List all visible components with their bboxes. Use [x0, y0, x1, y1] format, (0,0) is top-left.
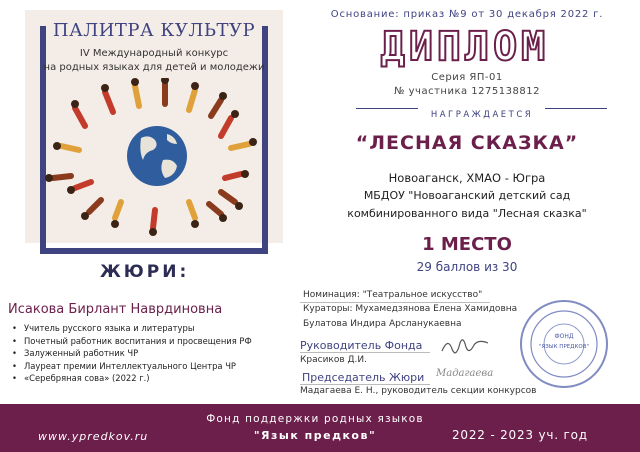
list-item: • Почетный работник воспитания и просвещения РФ	[12, 335, 252, 348]
jury-member-name: Исакова Бирлант Наврдиновна	[8, 302, 223, 317]
curators-line1: Кураторы: Мухамедзянова Елена Хамидовна	[303, 304, 518, 314]
list-item: • Лауреат премии Интеллектуального Центра ЧР	[12, 360, 252, 373]
fund-name-line1: Фонд поддержки родных языков	[206, 413, 424, 425]
signature-line	[300, 302, 490, 303]
award-place: 1 МЕСТО	[422, 234, 512, 255]
website-link[interactable]: www.ypredkov.ru	[38, 430, 149, 443]
jury-chair-signature: Мадагаева	[436, 368, 494, 379]
poster-subtitle-line1: IV Международный конкурс	[79, 48, 229, 59]
jury-chair-name: Мадагаева Е. Н., руководитель секции конкурсов	[300, 386, 537, 396]
fund-stamp-seal	[518, 298, 610, 390]
svg-text:"ЯЗЫК ПРЕДКОВ": "ЯЗЫК ПРЕДКОВ"	[538, 344, 590, 350]
poster-title: ПАЛИТРА КУЛЬТУР	[52, 20, 256, 41]
fund-name-line2: "Язык предков"	[253, 429, 377, 442]
divider-left	[356, 108, 418, 109]
diploma-series: Серия ЯП-01	[431, 72, 503, 83]
award-score: 29 баллов из 30	[416, 260, 518, 274]
list-item: • Учитель русского языка и литературы	[12, 322, 252, 335]
fund-head-name: Красиков Д.И.	[300, 355, 368, 365]
fund-head-signature	[440, 335, 490, 357]
recipient-city: Новоаганск, ХМАО - Югра	[388, 171, 546, 185]
signature-line	[300, 352, 430, 353]
poster-frame	[25, 10, 283, 243]
globe-icon	[127, 126, 187, 186]
awarded-label: НАГРАЖДАЕТСЯ	[430, 110, 534, 120]
dancers-around-globe-illustration	[35, 78, 275, 238]
svg-text:ФОНД: ФОНД	[554, 333, 574, 340]
jury-credentials-list	[12, 322, 252, 385]
signature-line	[300, 384, 430, 385]
divider-right	[545, 108, 607, 109]
jury-chair-label: Председатель Жюри	[302, 371, 425, 384]
diploma-heading: ДИПЛОМ	[380, 24, 550, 70]
academic-year: 2022 - 2023 уч. год	[452, 428, 588, 442]
fund-head-label: Руководитель Фонда	[300, 339, 423, 352]
order-basis: Основание: приказ №9 от 30 декабря 2022 г.	[330, 9, 604, 20]
footer-bar	[0, 404, 640, 452]
jury-title: ЖЮРИ:	[100, 262, 190, 282]
curators-line2: Булатова Индира Арсланукаевна	[303, 319, 462, 329]
list-item: • Залуженный работник ЧР	[12, 347, 252, 360]
nomination: Номинация: "Театральное искусство"	[303, 290, 483, 300]
recipient-name: “ЛЕСНАЯ СКАЗКА”	[355, 132, 579, 154]
participant-number: № участника 1275138812	[394, 86, 540, 97]
poster-subtitle-line2: на родных языках для детей и молодежи	[43, 62, 265, 73]
recipient-school-line2: комбинированного вида "Лесная сказка"	[347, 207, 587, 220]
list-item-continuation: • «Серебряная сова» (2022 г.)	[12, 372, 252, 385]
recipient-school-line1: МБДОУ "Новоаганский детский сад	[363, 189, 571, 202]
